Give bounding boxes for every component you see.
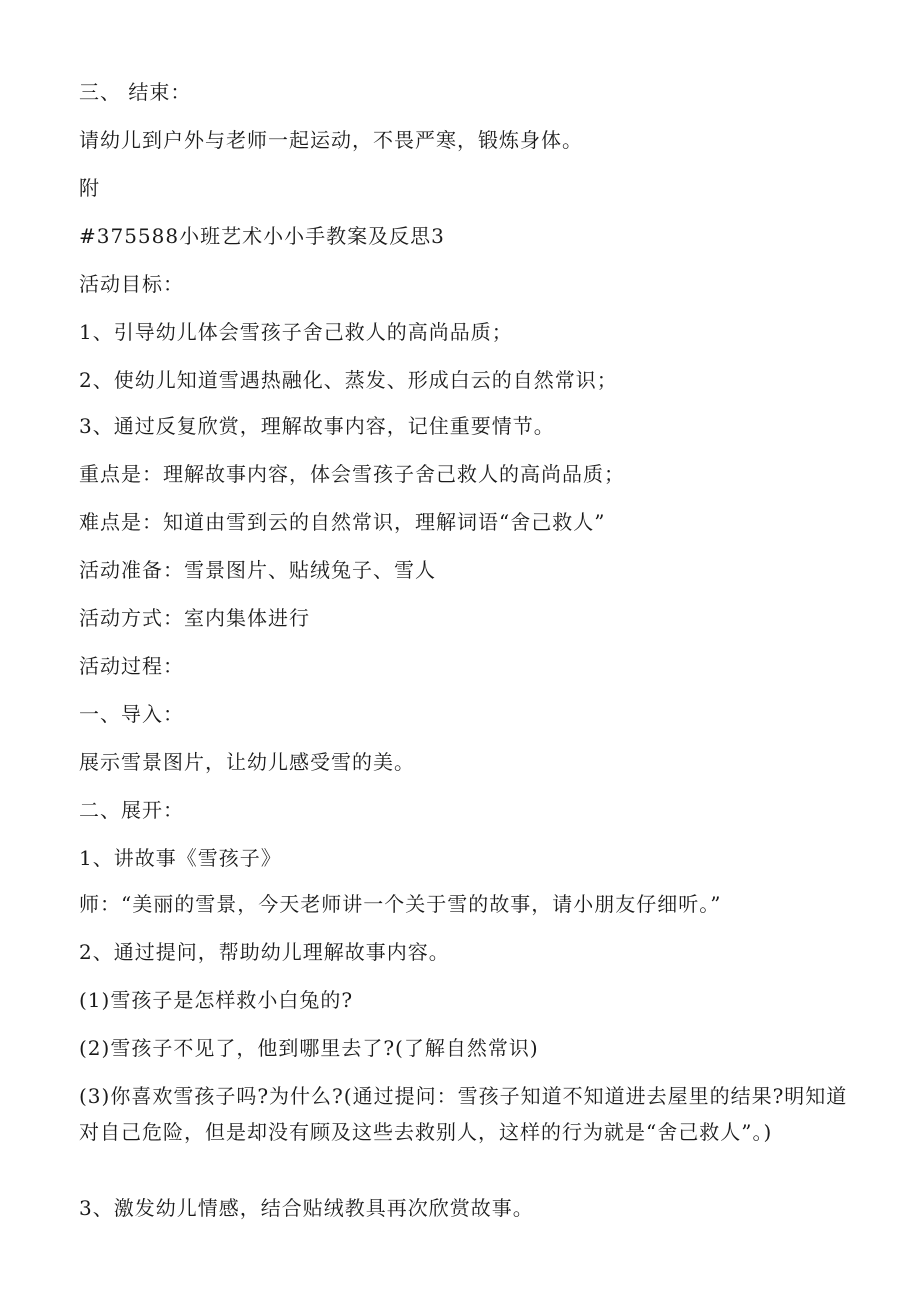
teacher-quote: 师：“美丽的雪景，今天老师讲一个关于雪的故事，请小朋友仔细听。” bbox=[79, 892, 722, 916]
document-title: #375588小班艺术小小手教案及反思3 bbox=[79, 224, 445, 248]
goal-2: 2、使幼儿知道雪遇热融化、蒸发、形成白云的自然常识； bbox=[79, 368, 618, 392]
question-2: (2)雪孩子不见了，他到哪里去了?(了解自然常识) bbox=[79, 1036, 539, 1060]
expand-heading: 二、展开： bbox=[79, 798, 184, 822]
goals-heading: 活动目标： bbox=[79, 272, 184, 296]
intro-heading: 一、导入： bbox=[79, 702, 184, 726]
process-heading: 活动过程： bbox=[79, 654, 184, 678]
appendix-label: 附 bbox=[79, 176, 100, 200]
goal-1: 1、引导幼儿体会雪孩子舍己救人的高尚品质； bbox=[79, 320, 513, 344]
emotion-step: 3、激发幼儿情感，结合贴绒教具再次欣赏故事。 bbox=[79, 1196, 534, 1220]
goal-3: 3、通过反复欣赏，理解故事内容，记住重要情节。 bbox=[79, 414, 555, 438]
difficult-point: 难点是：知道由雪到云的自然常识，理解词语“舍己救人” bbox=[79, 510, 606, 534]
section-end-heading: 三、 结束： bbox=[79, 80, 192, 104]
end-instruction: 请幼儿到户外与老师一起运动，不畏严寒，锻炼身体。 bbox=[79, 128, 583, 152]
activity-mode: 活动方式：室内集体进行 bbox=[79, 606, 310, 630]
question-3: (3)你喜欢雪孩子吗?为什么?(通过提问：雪孩子知道不知道进去屋里的结果?明知道对自己危险，但是却没有顾及这些去救别人，这样的行为就是“舍己救人”。) bbox=[79, 1084, 848, 1144]
intro-text: 展示雪景图片，让幼儿感受雪的美。 bbox=[79, 750, 415, 774]
question-1: (1)雪孩子是怎样救小白兔的? bbox=[79, 988, 354, 1012]
story-step: 1、讲故事《雪孩子》 bbox=[79, 846, 282, 870]
preparation: 活动准备：雪景图片、贴绒兔子、雪人 bbox=[79, 558, 436, 582]
key-point: 重点是：理解故事内容，体会雪孩子舍己救人的高尚品质； bbox=[79, 462, 625, 486]
question-step: 2、通过提问，帮助幼儿理解故事内容。 bbox=[79, 940, 450, 964]
